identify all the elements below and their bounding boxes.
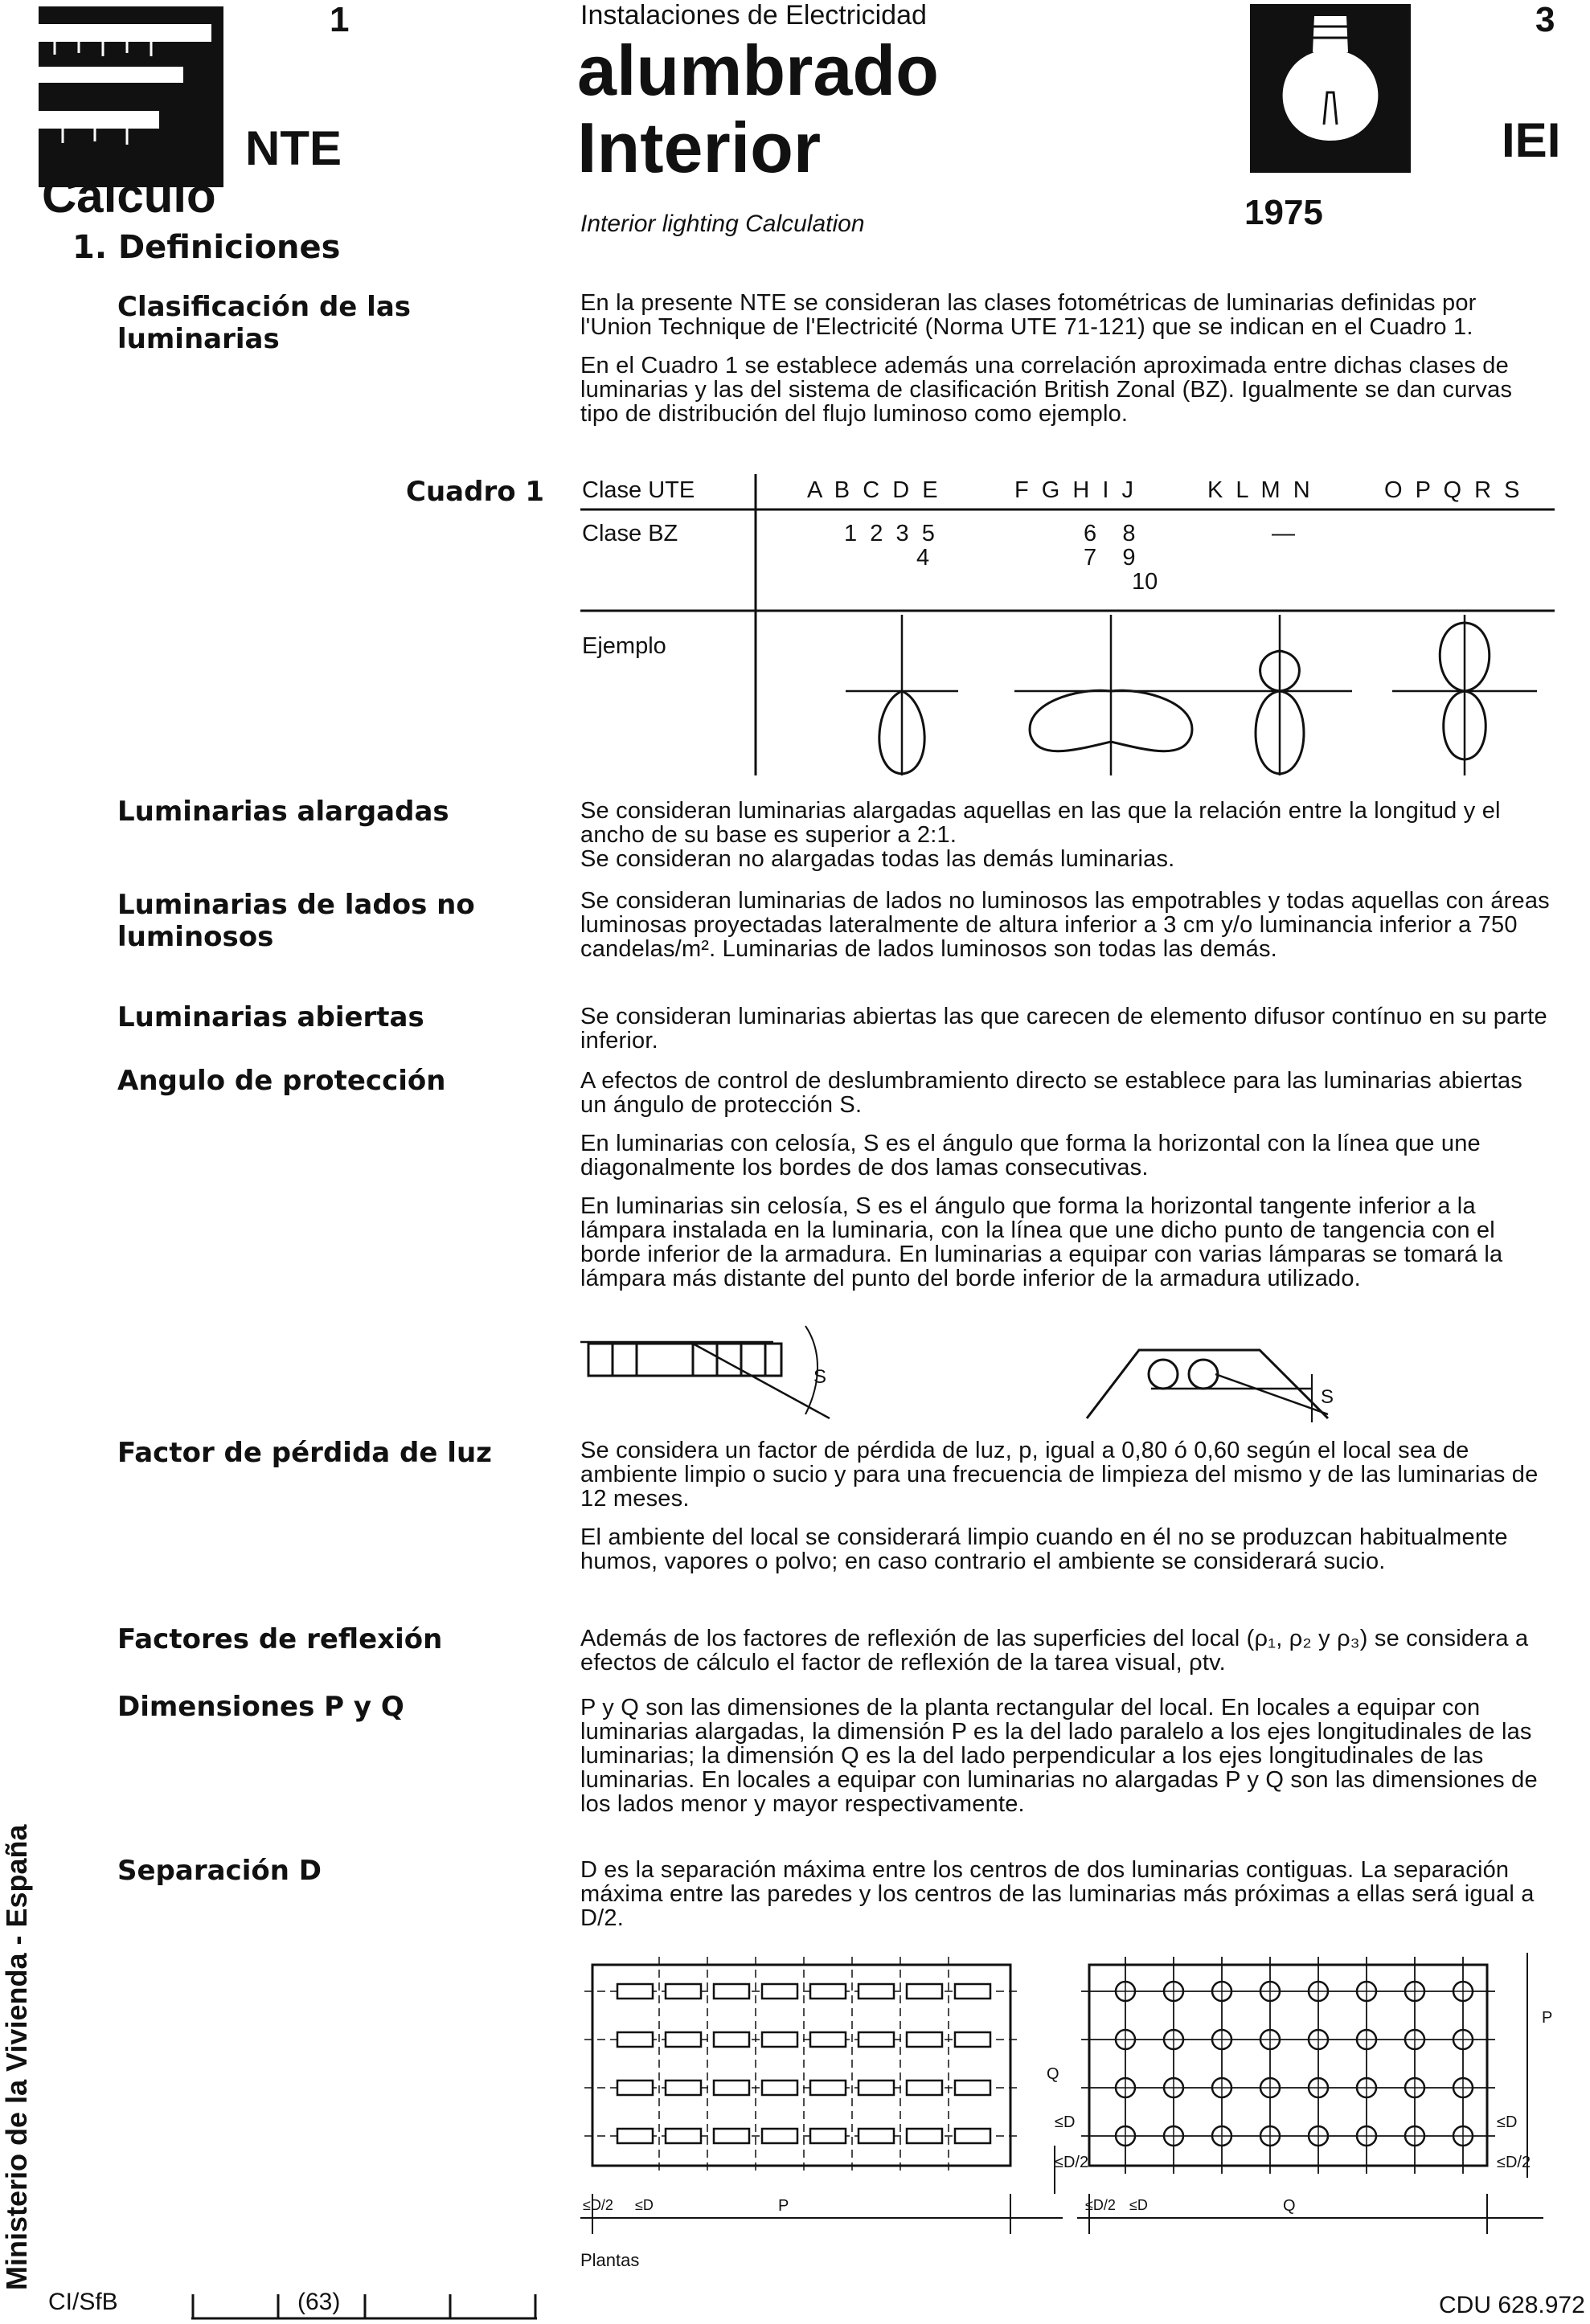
luminaire-elongated — [859, 2081, 894, 2095]
footer-cdu: CDU 628.972 — [1439, 2292, 1585, 2318]
text-reflexion — [580, 1626, 1551, 1689]
nte-code: IEI — [1502, 113, 1561, 167]
text-factor-perdida — [580, 1438, 1551, 1588]
label-clasificacion: Clasificación de las luminarias — [117, 291, 412, 355]
label-abiertas: Luminarias abiertas — [117, 1001, 424, 1033]
luminaire-elongated — [810, 2081, 846, 2095]
label-separacion: Separación D — [117, 1855, 322, 1887]
luminaire-elongated — [617, 2129, 653, 2143]
label-lados: Luminarias de lados no luminosos — [117, 889, 475, 953]
subtitle-english: Interior lighting Calculation — [580, 211, 865, 237]
luminaire-elongated — [955, 2129, 990, 2143]
luminaire-elongated — [714, 2032, 749, 2047]
luminaire-elongated — [762, 2129, 797, 2143]
example-curve-mixed — [1207, 615, 1352, 784]
text-alargadas — [580, 799, 1551, 886]
bz-group-1-line2: 4 — [916, 545, 930, 571]
luminaire-elongated — [810, 2129, 846, 2143]
angle-label-s1: S — [813, 1366, 827, 1388]
label-factor-perdida: Factor de pérdida de luz — [117, 1437, 492, 1469]
paragraph: Se consideran no alargadas todas las demás luminarias. — [580, 846, 1175, 872]
bz-group-2-line1: 6 8 — [1084, 521, 1136, 546]
luminaire-elongated — [762, 1984, 797, 1999]
paragraph: En luminarias sin celosía, S es el ángulo que forma la horizontal tangente inferior a la lámpara instalada en la luminaria, con la línea que une dicho punto de tangencia con el borde inferior de la armadura. En luminarias a equipar con varias lámparas se tomará la lámpara más distante del punto del borde inferior de la armadura utilizado. — [580, 1193, 1503, 1291]
angle-diagram-sin-celosia — [1087, 1342, 1344, 1438]
cisfb-boxes — [191, 2290, 537, 2322]
section-title: Cálculo — [42, 169, 216, 223]
table-cuadro-1 — [580, 474, 1555, 788]
side-ministry-text: Ministerio de la Vivienda - España — [0, 1824, 33, 2290]
row-example-label: Ejemplo — [582, 633, 666, 659]
luminaire-elongated — [666, 1984, 701, 1999]
footer-cisfb-code: (63) — [297, 2289, 341, 2315]
luminaire-elongated — [810, 1984, 846, 1999]
luminaire-elongated — [810, 2032, 846, 2047]
nte-logo — [39, 6, 223, 187]
luminaire-elongated — [666, 2032, 701, 2047]
luminaire-elongated — [859, 1984, 894, 1999]
lightbulb-icon — [1250, 4, 1411, 173]
footer-cisfb: CI/SfB — [48, 2289, 118, 2315]
label-dimensiones: Dimensiones P y Q — [117, 1691, 404, 1723]
plan-label-d-2: ≤D — [635, 2197, 654, 2213]
luminaire-elongated — [762, 2032, 797, 2047]
plan-label-d-half-4: ≤D/2 — [1085, 2197, 1116, 2213]
plan-label-d-1: ≤D — [1055, 2113, 1076, 2131]
label-angulo: Angulo de protección — [117, 1065, 446, 1097]
bz-group-2-line2: 7 9 — [1084, 545, 1136, 571]
luminaire-elongated — [617, 1984, 653, 1999]
luminaire-elongated — [714, 1984, 749, 1999]
ute-group-1: A B C D E — [807, 477, 941, 503]
plan-caption: Plantas — [580, 2250, 640, 2270]
ute-group-3: K L M N — [1207, 477, 1313, 503]
ute-group-2: F G H I J — [1014, 477, 1137, 503]
text-clasificacion — [580, 291, 1551, 440]
label-alargadas: Luminarias alargadas — [117, 796, 449, 828]
text-dimensiones — [580, 1696, 1551, 1831]
plan-label-d-half-1: ≤D/2 — [1055, 2154, 1089, 2171]
bz-group-1-line1: 1 2 3 5 — [844, 521, 935, 546]
paragraph: P y Q son las dimensiones de la planta rectangular del local. En locales a equipar con luminarias alargadas, la dimensión P es la del lado paralelo a los ejes longitudinales de las luminarias; la dimensión Q es la del lado perpendicular a los ejes longitudinales de las luminarias. En locales a equipar con luminarias no alargadas P y Q son las dimensiones de los lados menor y mayor respectivamente. — [580, 1695, 1538, 1817]
paragraph: El ambiente del local se considerará limpio cuando en él no se produzcan habitualmente humos, vapores o polvo; en caso contrario el ambiente se considerará sucio. — [580, 1524, 1508, 1574]
luminaire-elongated — [859, 2032, 894, 2047]
paragraph: A efectos de control de deslumbramiento directo se establece para las luminarias abiertas un ángulo de protección S. — [580, 1068, 1522, 1118]
plan-label-d-half-3: ≤D/2 — [1497, 2154, 1531, 2171]
text-abiertas — [580, 1004, 1551, 1067]
plan-round-luminaires — [1077, 1953, 1576, 2242]
example-curve-indirect — [1392, 615, 1537, 784]
bz-group-3: — — [1272, 521, 1295, 546]
luminaire-elongated — [955, 1984, 990, 1999]
plan-label-p-1: P — [778, 2197, 789, 2215]
luminaire-elongated — [955, 2032, 990, 2047]
luminaire-elongated — [617, 2032, 653, 2047]
angle-label-s2: S — [1321, 1386, 1334, 1408]
luminaire-elongated — [666, 2081, 701, 2095]
plan-label-d-4: ≤D — [1129, 2197, 1148, 2213]
paragraph: Se consideran luminarias de lados no luminosos las empotrables y todas aquellas con áreas luminosas proyectadas lateralmente de altura inferior a 3 cm y/o luminancia inferior a 750 candelas/m². Luminarias de lados luminosos son todas las demás. — [580, 888, 1550, 962]
paragraph: En el Cuadro 1 se establece además una correlación aproximada entre dichas clases de luminarias y las del sistema de clasificación British Zonal (BZ). Igualmente se dan curvas tipo de distribución del flujo luminoso como ejemplo. — [580, 353, 1513, 427]
label-reflexion: Factores de reflexión — [117, 1623, 443, 1655]
luminaire-elongated — [714, 2129, 749, 2143]
luminaire-elongated — [859, 2129, 894, 2143]
luminaire-elongated — [762, 2081, 797, 2095]
example-curve-wide — [1014, 615, 1207, 784]
text-lados — [580, 889, 1551, 976]
sheet-number: 3 — [1535, 0, 1555, 39]
paragraph: D es la separación máxima entre los centros de dos luminarias contiguas. La separación máxima entre las paredes y los centros de las luminarias más próximas a ellas será igual a D/2. — [580, 1857, 1535, 1931]
luminaire-elongated — [617, 2081, 653, 2095]
text-separacion — [580, 1858, 1551, 1945]
luminaire-elongated — [907, 2032, 942, 2047]
plan-label-q-2: Q — [1283, 2197, 1296, 2215]
year: 1975 — [1244, 193, 1323, 232]
paragraph: En luminarias con celosía, S es el ángulo que forma la horizontal con la línea que une diagonalmente los bordes de dos lamas consecutivas. — [580, 1131, 1481, 1180]
luminaire-elongated — [666, 2129, 701, 2143]
text-angulo — [580, 1069, 1551, 1305]
paragraph: Se considera un factor de pérdida de luz, p, igual a 0,80 ó 0,60 según el local sea de ambiente limpio o sucio y para una frecuencia de limpieza del mismo y de las luminarias de 12 meses. — [580, 1438, 1539, 1512]
ute-group-4: O P Q R S — [1384, 477, 1523, 503]
luminaire-elongated — [714, 2081, 749, 2095]
plan-label-d-3: ≤D — [1497, 2113, 1518, 2131]
plan-label-p-2: P — [1542, 2009, 1553, 2027]
page-title-line2: Interior — [577, 108, 822, 187]
angle-diagram-celosia — [580, 1318, 854, 1430]
example-curve-direct — [846, 615, 958, 784]
luminaire-elongated — [907, 1984, 942, 1999]
plan-label-d-half-2: ≤D/2 — [583, 2197, 613, 2213]
row-ute-label: Clase UTE — [582, 477, 695, 503]
luminaire-elongated — [907, 2081, 942, 2095]
bz-group-2-line3: 10 — [1132, 569, 1158, 595]
luminaire-elongated — [955, 2081, 990, 2095]
paragraph: Se consideran luminarias alargadas aquellas en las que la relación entre la longitud y el ancho de su base es superior a 2:1. — [580, 798, 1501, 848]
logo-number: 1 — [330, 0, 350, 39]
paragraph: Además de los factores de reflexión de las superficies del local (ρ₁, ρ₂ y ρ₃) se considera a efectos de cálculo el factor de reflexión de la tarea visual, ρtv. — [580, 1626, 1529, 1675]
category-text: Instalaciones de Electricidad — [580, 0, 927, 31]
paragraph: Se consideran luminarias abiertas las que carecen de elemento difusor contínuo en su parte inferior. — [580, 1004, 1547, 1054]
plan-label-q-1: Q — [1047, 2065, 1059, 2083]
table-caption: Cuadro 1 — [406, 476, 545, 508]
section-heading: 1. Definiciones — [72, 229, 341, 266]
paragraph: En la presente NTE se consideran las clases fotométricas de luminarias definidas por l'Union Technique de l'Electricité (Norma UTE 71-121) que se indican en el Cuadro 1. — [580, 290, 1477, 340]
luminaire-elongated — [907, 2129, 942, 2143]
page-title-line1: alumbrado — [577, 31, 939, 110]
row-bz-label: Clase BZ — [582, 521, 678, 546]
nte-label: NTE — [245, 121, 342, 175]
plan-elongated-luminaires — [580, 1953, 1079, 2242]
